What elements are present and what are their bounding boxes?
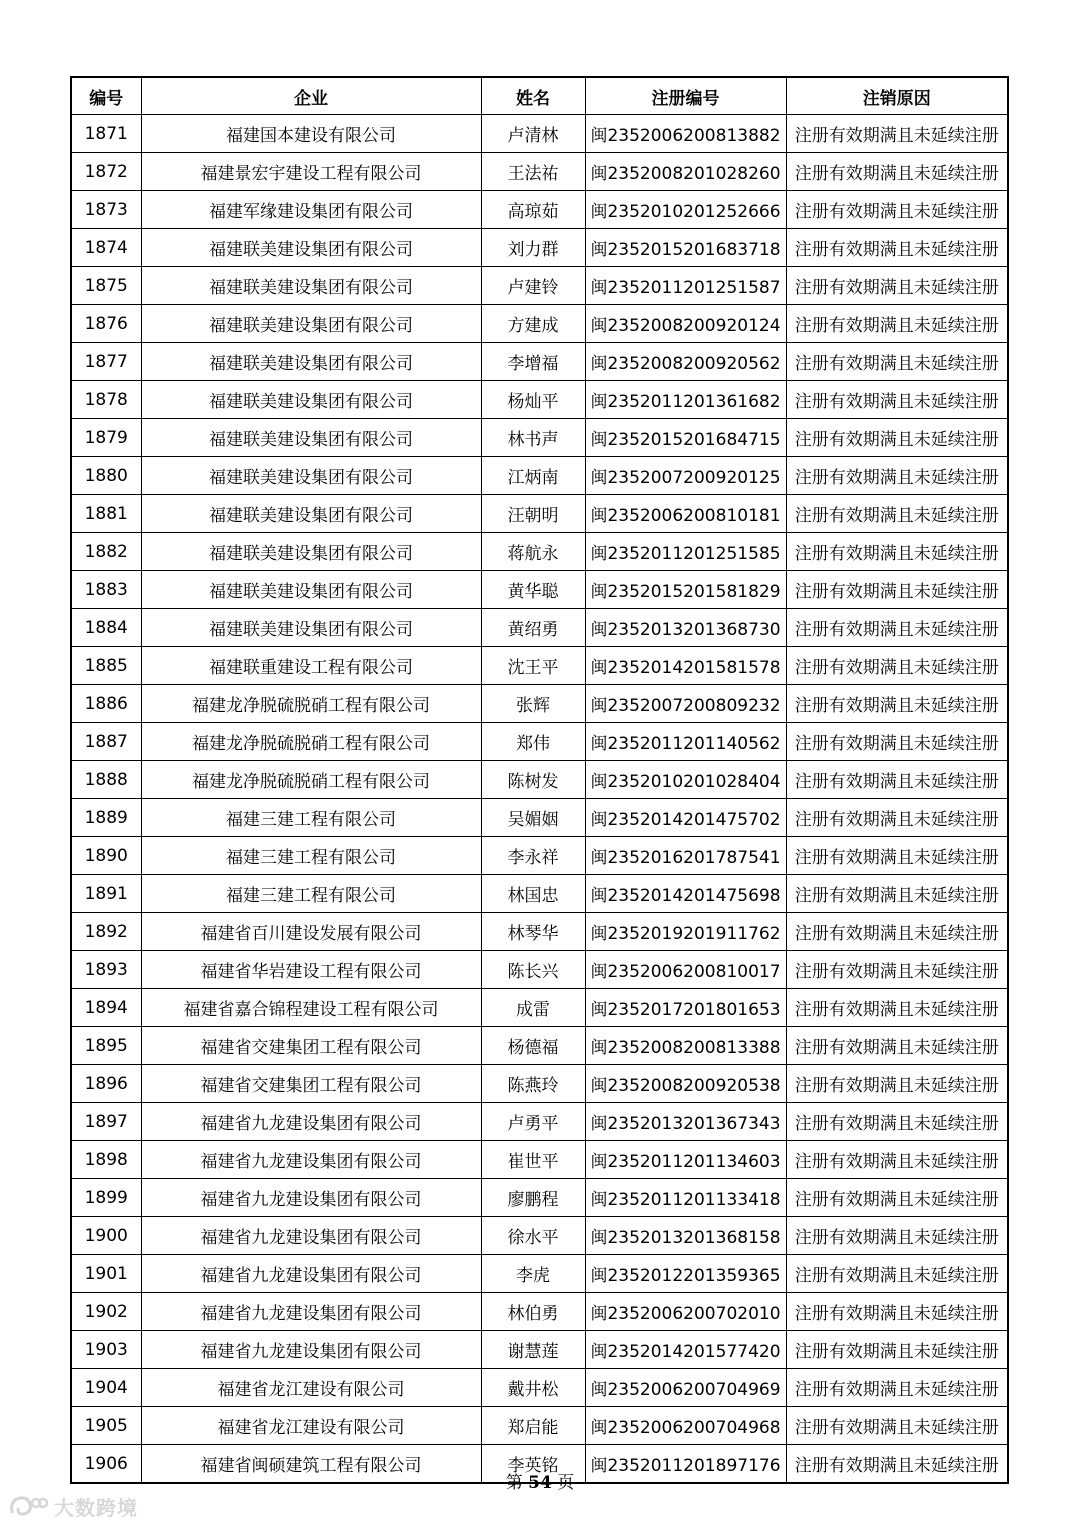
cell-cancellation-reason: 注册有效期满且未延续注册 <box>786 913 1008 951</box>
cell-registration-number: 闽2352014201475702 <box>585 799 786 837</box>
cell-company: 福建联美建设集团有限公司 <box>141 495 481 533</box>
table-row <box>71 1255 1008 1293</box>
cell-cancellation-reason: 注册有效期满且未延续注册 <box>786 951 1008 989</box>
cell-company: 福建省龙江建设有限公司 <box>141 1407 481 1445</box>
cell-registration-number: 闽2352015201581829 <box>585 571 786 609</box>
cell-registration-number: 闽2352016201787541 <box>585 837 786 875</box>
cell-name: 卢勇平 <box>481 1103 585 1141</box>
cell-company: 福建联美建设集团有限公司 <box>141 229 481 267</box>
table-row <box>71 685 1008 723</box>
cell-number: 1898 <box>71 1141 141 1179</box>
cell-number: 1887 <box>71 723 141 761</box>
page-footer <box>0 1468 1080 1493</box>
cell-cancellation-reason: 注册有效期满且未延续注册 <box>786 457 1008 495</box>
table-row <box>71 951 1008 989</box>
cell-registration-number: 闽2352008200920538 <box>585 1065 786 1103</box>
cell-number: 1886 <box>71 685 141 723</box>
cell-company: 福建联美建设集团有限公司 <box>141 267 481 305</box>
cell-company: 福建省九龙建设集团有限公司 <box>141 1179 481 1217</box>
cell-cancellation-reason: 注册有效期满且未延续注册 <box>786 495 1008 533</box>
cell-registration-number: 闽2352015201684715 <box>585 419 786 457</box>
cell-number: 1875 <box>71 267 141 305</box>
table-row <box>71 647 1008 685</box>
cell-cancellation-reason: 注册有效期满且未延续注册 <box>786 533 1008 571</box>
cell-cancellation-reason: 注册有效期满且未延续注册 <box>786 1407 1008 1445</box>
cell-name: 林琴华 <box>481 913 585 951</box>
cell-registration-number: 闽2352014201577420 <box>585 1331 786 1369</box>
cell-number: 1888 <box>71 761 141 799</box>
table-row <box>71 1103 1008 1141</box>
cell-number: 1892 <box>71 913 141 951</box>
table-row <box>71 495 1008 533</box>
cell-registration-number: 闽2352006200702010 <box>585 1293 786 1331</box>
cell-registration-number: 闽2352019201911762 <box>585 913 786 951</box>
cell-name: 林伯勇 <box>481 1293 585 1331</box>
cell-company: 福建联美建设集团有限公司 <box>141 533 481 571</box>
table-row <box>71 723 1008 761</box>
table-row <box>71 799 1008 837</box>
cell-name: 李增福 <box>481 343 585 381</box>
cell-registration-number: 闽2352011201134603 <box>585 1141 786 1179</box>
cell-cancellation-reason: 注册有效期满且未延续注册 <box>786 761 1008 799</box>
cell-registration-number: 闽2352011201133418 <box>585 1179 786 1217</box>
cell-number: 1901 <box>71 1255 141 1293</box>
table-row <box>71 913 1008 951</box>
cell-number: 1904 <box>71 1369 141 1407</box>
cell-cancellation-reason: 注册有效期满且未延续注册 <box>786 723 1008 761</box>
cell-registration-number: 闽2352013201367343 <box>585 1103 786 1141</box>
cell-cancellation-reason: 注册有效期满且未延续注册 <box>786 1369 1008 1407</box>
cell-number: 1880 <box>71 457 141 495</box>
cell-name: 李英铭 <box>481 1445 585 1484</box>
cell-name: 汪朝明 <box>481 495 585 533</box>
cell-number: 1900 <box>71 1217 141 1255</box>
cell-number: 1906 <box>71 1445 141 1484</box>
cell-cancellation-reason: 注册有效期满且未延续注册 <box>786 1293 1008 1331</box>
cell-name: 江炳南 <box>481 457 585 495</box>
cell-registration-number: 闽2352006200810181 <box>585 495 786 533</box>
cell-company: 福建三建工程有限公司 <box>141 875 481 913</box>
cell-number: 1890 <box>71 837 141 875</box>
cell-name: 高琼茹 <box>481 191 585 229</box>
cell-company: 福建联美建设集团有限公司 <box>141 457 481 495</box>
cell-number: 1897 <box>71 1103 141 1141</box>
cell-cancellation-reason: 注册有效期满且未延续注册 <box>786 1103 1008 1141</box>
cell-cancellation-reason: 注册有效期满且未延续注册 <box>786 989 1008 1027</box>
cell-company: 福建联美建设集团有限公司 <box>141 609 481 647</box>
cell-name: 刘力群 <box>481 229 585 267</box>
cell-name: 黄绍勇 <box>481 609 585 647</box>
cell-number: 1899 <box>71 1179 141 1217</box>
cell-name: 徐水平 <box>481 1217 585 1255</box>
cell-number: 1879 <box>71 419 141 457</box>
cell-cancellation-reason: 注册有效期满且未延续注册 <box>786 343 1008 381</box>
table-row <box>71 1065 1008 1103</box>
cell-number: 1889 <box>71 799 141 837</box>
table-row <box>71 1217 1008 1255</box>
cell-company: 福建龙净脱硫脱硝工程有限公司 <box>141 685 481 723</box>
cell-number: 1895 <box>71 1027 141 1065</box>
watermark-text: 大数跨境 <box>54 1496 138 1520</box>
cell-number: 1877 <box>71 343 141 381</box>
cell-cancellation-reason: 注册有效期满且未延续注册 <box>786 875 1008 913</box>
cell-cancellation-reason: 注册有效期满且未延续注册 <box>786 1027 1008 1065</box>
cell-cancellation-reason: 注册有效期满且未延续注册 <box>786 837 1008 875</box>
cell-number: 1902 <box>71 1293 141 1331</box>
table-row <box>71 837 1008 875</box>
cell-registration-number: 闽2352014201581578 <box>585 647 786 685</box>
page-suffix: 页 <box>557 1473 575 1493</box>
cell-number: 1896 <box>71 1065 141 1103</box>
cell-registration-number: 闽2352008201028260 <box>585 153 786 191</box>
cell-company: 福建省百川建设发展有限公司 <box>141 913 481 951</box>
cell-name: 杨灿平 <box>481 381 585 419</box>
table-row <box>71 305 1008 343</box>
cell-registration-number: 闽2352008200920124 <box>585 305 786 343</box>
cell-company: 福建联美建设集团有限公司 <box>141 571 481 609</box>
cell-number: 1891 <box>71 875 141 913</box>
header-name: 姓名 <box>481 77 585 115</box>
cell-registration-number: 闽2352013201368158 <box>585 1217 786 1255</box>
cell-name: 陈燕玲 <box>481 1065 585 1103</box>
cell-name: 林国忠 <box>481 875 585 913</box>
cell-number: 1884 <box>71 609 141 647</box>
table-row <box>71 419 1008 457</box>
header-company: 企业 <box>141 77 481 115</box>
cell-number: 1873 <box>71 191 141 229</box>
cell-number: 1882 <box>71 533 141 571</box>
cell-number: 1872 <box>71 153 141 191</box>
cell-company: 福建省九龙建设集团有限公司 <box>141 1141 481 1179</box>
cell-registration-number: 闽2352010201028404 <box>585 761 786 799</box>
cell-registration-number: 闽2352012201359365 <box>585 1255 786 1293</box>
table-row <box>71 191 1008 229</box>
cell-company: 福建联美建设集团有限公司 <box>141 381 481 419</box>
cell-name: 谢慧莲 <box>481 1331 585 1369</box>
cell-registration-number: 闽2352017201801653 <box>585 989 786 1027</box>
cell-cancellation-reason: 注册有效期满且未延续注册 <box>786 799 1008 837</box>
cell-registration-number: 闽2352007200809232 <box>585 685 786 723</box>
cell-company: 福建三建工程有限公司 <box>141 799 481 837</box>
cell-company: 福建联美建设集团有限公司 <box>141 343 481 381</box>
table-row <box>71 1331 1008 1369</box>
cell-name: 吴媚姻 <box>481 799 585 837</box>
cell-name: 成雷 <box>481 989 585 1027</box>
cell-company: 福建省九龙建设集团有限公司 <box>141 1331 481 1369</box>
cell-company: 福建省龙江建设有限公司 <box>141 1369 481 1407</box>
cell-name: 陈树发 <box>481 761 585 799</box>
cell-registration-number: 闽2352014201475698 <box>585 875 786 913</box>
table-row <box>71 1179 1008 1217</box>
cell-registration-number: 闽2352006200704969 <box>585 1369 786 1407</box>
cell-cancellation-reason: 注册有效期满且未延续注册 <box>786 1445 1008 1484</box>
cell-number: 1885 <box>71 647 141 685</box>
cell-company: 福建联重建设工程有限公司 <box>141 647 481 685</box>
cell-company: 福建省九龙建设集团有限公司 <box>141 1255 481 1293</box>
cell-company: 福建国本建设有限公司 <box>141 115 481 153</box>
table-row <box>71 115 1008 153</box>
cell-cancellation-reason: 注册有效期满且未延续注册 <box>786 1141 1008 1179</box>
table-row <box>71 533 1008 571</box>
table-row <box>71 153 1008 191</box>
cell-registration-number: 闽2352011201251585 <box>585 533 786 571</box>
header-number: 编号 <box>71 77 141 115</box>
cell-number: 1903 <box>71 1331 141 1369</box>
cell-name: 陈长兴 <box>481 951 585 989</box>
cell-company: 福建省九龙建设集团有限公司 <box>141 1103 481 1141</box>
cell-name: 卢建铃 <box>481 267 585 305</box>
cell-cancellation-reason: 注册有效期满且未延续注册 <box>786 1255 1008 1293</box>
table-row <box>71 1027 1008 1065</box>
cell-number: 1905 <box>71 1407 141 1445</box>
cell-cancellation-reason: 注册有效期满且未延续注册 <box>786 381 1008 419</box>
table-row <box>71 875 1008 913</box>
cell-cancellation-reason: 注册有效期满且未延续注册 <box>786 191 1008 229</box>
cell-registration-number: 闽2352006200704968 <box>585 1407 786 1445</box>
cell-name: 廖鹏程 <box>481 1179 585 1217</box>
cell-number: 1876 <box>71 305 141 343</box>
cell-company: 福建省交建集团工程有限公司 <box>141 1065 481 1103</box>
table-row <box>71 571 1008 609</box>
cell-company: 福建军缘建设集团有限公司 <box>141 191 481 229</box>
cell-cancellation-reason: 注册有效期满且未延续注册 <box>786 1179 1008 1217</box>
cell-cancellation-reason: 注册有效期满且未延续注册 <box>786 1331 1008 1369</box>
cell-number: 1881 <box>71 495 141 533</box>
cell-company: 福建联美建设集团有限公司 <box>141 419 481 457</box>
header-cancellation-reason: 注销原因 <box>786 77 1008 115</box>
table-row <box>71 609 1008 647</box>
cell-company: 福建三建工程有限公司 <box>141 837 481 875</box>
cell-registration-number: 闽2352011201361682 <box>585 381 786 419</box>
table-row <box>71 457 1008 495</box>
table-row <box>71 1369 1008 1407</box>
cell-cancellation-reason: 注册有效期满且未延续注册 <box>786 419 1008 457</box>
table-row <box>71 1293 1008 1331</box>
cell-registration-number: 闽2352013201368730 <box>585 609 786 647</box>
cell-registration-number: 闽2352006200813882 <box>585 115 786 153</box>
cell-registration-number: 闽2352015201683718 <box>585 229 786 267</box>
table-row <box>71 1407 1008 1445</box>
cell-cancellation-reason: 注册有效期满且未延续注册 <box>786 267 1008 305</box>
cell-company: 福建省闽硕建筑工程有限公司 <box>141 1445 481 1484</box>
watermark-logo-icon <box>8 1494 48 1520</box>
cell-cancellation-reason: 注册有效期满且未延续注册 <box>786 1217 1008 1255</box>
cell-company: 福建省九龙建设集团有限公司 <box>141 1217 481 1255</box>
cell-registration-number: 闽2352011201251587 <box>585 267 786 305</box>
table-row <box>71 229 1008 267</box>
cell-company: 福建省嘉合锦程建设工程有限公司 <box>141 989 481 1027</box>
table-row <box>71 761 1008 799</box>
cell-name: 林书声 <box>481 419 585 457</box>
cell-cancellation-reason: 注册有效期满且未延续注册 <box>786 115 1008 153</box>
cell-name: 崔世平 <box>481 1141 585 1179</box>
cell-company: 福建省交建集团工程有限公司 <box>141 1027 481 1065</box>
page-number: 54 <box>528 1473 552 1493</box>
table-body <box>71 115 1008 1484</box>
cell-number: 1883 <box>71 571 141 609</box>
cell-company: 福建联美建设集团有限公司 <box>141 305 481 343</box>
cell-name: 杨德福 <box>481 1027 585 1065</box>
cell-name: 黄华聪 <box>481 571 585 609</box>
cell-registration-number: 闽2352010201252666 <box>585 191 786 229</box>
cell-number: 1871 <box>71 115 141 153</box>
cell-name: 郑启能 <box>481 1407 585 1445</box>
header-row <box>71 77 1008 115</box>
table-row <box>71 989 1008 1027</box>
cell-number: 1874 <box>71 229 141 267</box>
cell-registration-number: 闽2352006200810017 <box>585 951 786 989</box>
table-row <box>71 267 1008 305</box>
watermark <box>8 1492 138 1521</box>
registry-table <box>70 76 1009 1484</box>
cell-cancellation-reason: 注册有效期满且未延续注册 <box>786 647 1008 685</box>
cell-company: 福建省九龙建设集团有限公司 <box>141 1293 481 1331</box>
cell-registration-number: 闽2352011201897176 <box>585 1445 786 1484</box>
cell-company: 福建龙净脱硫脱硝工程有限公司 <box>141 723 481 761</box>
cell-name: 方建成 <box>481 305 585 343</box>
header-registration-number: 注册编号 <box>585 77 786 115</box>
table-row <box>71 343 1008 381</box>
cell-cancellation-reason: 注册有效期满且未延续注册 <box>786 305 1008 343</box>
cell-company: 福建省华岩建设工程有限公司 <box>141 951 481 989</box>
cell-registration-number: 闽2352007200920125 <box>585 457 786 495</box>
cell-company: 福建龙净脱硫脱硝工程有限公司 <box>141 761 481 799</box>
table-row <box>71 381 1008 419</box>
table-row <box>71 1141 1008 1179</box>
cell-name: 蒋航永 <box>481 533 585 571</box>
cell-registration-number: 闽2352011201140562 <box>585 723 786 761</box>
table-header <box>71 77 1008 115</box>
cell-registration-number: 闽2352008200920562 <box>585 343 786 381</box>
cell-company: 福建景宏宇建设工程有限公司 <box>141 153 481 191</box>
cell-cancellation-reason: 注册有效期满且未延续注册 <box>786 153 1008 191</box>
cell-name: 王法祐 <box>481 153 585 191</box>
cell-name: 戴井松 <box>481 1369 585 1407</box>
cell-cancellation-reason: 注册有效期满且未延续注册 <box>786 685 1008 723</box>
cell-cancellation-reason: 注册有效期满且未延续注册 <box>786 229 1008 267</box>
cell-name: 张辉 <box>481 685 585 723</box>
cell-cancellation-reason: 注册有效期满且未延续注册 <box>786 609 1008 647</box>
cell-number: 1878 <box>71 381 141 419</box>
cell-cancellation-reason: 注册有效期满且未延续注册 <box>786 1065 1008 1103</box>
cell-name: 卢清林 <box>481 115 585 153</box>
cell-registration-number: 闽2352008200813388 <box>585 1027 786 1065</box>
cell-name: 郑伟 <box>481 723 585 761</box>
cell-number: 1893 <box>71 951 141 989</box>
cell-name: 李虎 <box>481 1255 585 1293</box>
cell-cancellation-reason: 注册有效期满且未延续注册 <box>786 571 1008 609</box>
cell-name: 李永祥 <box>481 837 585 875</box>
cell-name: 沈王平 <box>481 647 585 685</box>
cell-number: 1894 <box>71 989 141 1027</box>
page-prefix: 第 <box>505 1473 523 1493</box>
